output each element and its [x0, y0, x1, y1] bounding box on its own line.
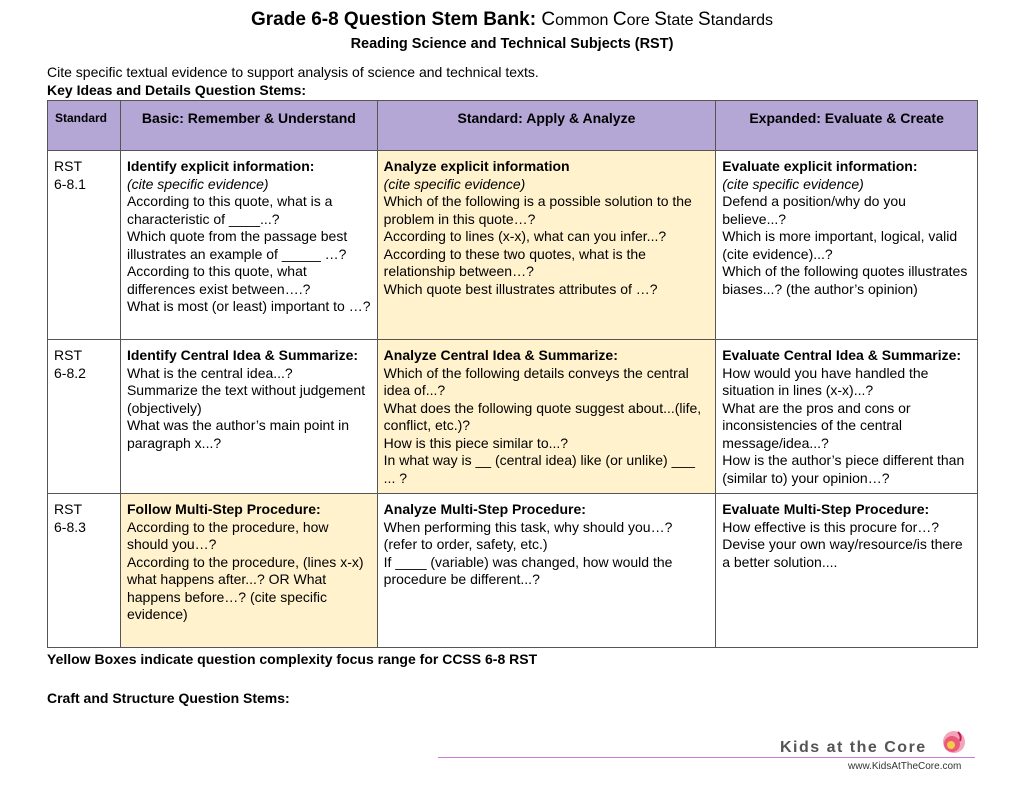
question-stem-cell — [377, 494, 716, 648]
title-rest-text: ommon — [555, 12, 613, 29]
logo-text: Kids at the Core — [780, 739, 927, 756]
cell-heading: Follow Multi-Step Procedure: — [126, 501, 321, 517]
cell-heading: Evaluate Multi-Step Procedure: — [722, 501, 930, 517]
cell-heading: Analyze Multi-Step Procedure: — [383, 501, 586, 517]
question-stem: How would you have handled the situation in lines (x-x)...? — [722, 364, 929, 398]
standard-code-cell — [48, 494, 121, 648]
question-stem-cell — [377, 340, 716, 494]
standard-code: 6-8.1 — [54, 175, 86, 192]
title-standards — [541, 9, 773, 30]
question-stem: Devise your own way/resource/is there a better solution.... — [722, 536, 963, 570]
title-bold: Grade 6-8 Question Stem Bank: — [251, 9, 537, 30]
standard-code-cell — [48, 151, 121, 340]
standard-code-cell — [48, 340, 121, 494]
question-stem: According to these two quotes, what is the relationship between…? — [383, 245, 646, 279]
question-stem: What does the following quote suggest about...(life, conflict, etc.)? — [383, 399, 702, 433]
question-stem: How is the author’s piece different than (similar to) your opinion…? — [722, 452, 965, 486]
header-standard-apply: Standard: Apply & Analyze — [377, 101, 716, 151]
table-row — [48, 494, 978, 648]
cite-evidence-note: (cite specific evidence) — [383, 175, 526, 192]
cell-heading: Evaluate explicit information: — [722, 158, 918, 174]
footer-divider — [438, 757, 975, 758]
question-stem: How effective is this procure for…? — [722, 518, 940, 535]
cite-evidence-note: (cite specific evidence) — [722, 175, 864, 192]
intro-text: Cite specific textual evidence to support analysis of science and technical texts. — [47, 64, 539, 80]
table-row — [48, 151, 978, 340]
question-stem: According to the procedure, (lines x-x) what happens after...? OR What happens before…? (cite specific evidence) — [126, 553, 364, 622]
title-initial: S — [698, 9, 711, 30]
cell-heading: Analyze explicit information — [383, 158, 570, 174]
table-row — [48, 340, 978, 494]
title-rest-text: tandards — [710, 12, 773, 29]
header-standard: Standard — [48, 101, 121, 151]
cell-heading: Analyze Central Idea & Summarize: — [383, 347, 618, 363]
question-stem: If ____ (variable) was changed, how would the procedure be different...? — [383, 553, 673, 587]
question-stem: How is this piece similar to...? — [383, 434, 569, 451]
question-stem: Which of the following is a possible solution to the problem in this quote…? — [383, 193, 692, 227]
page-title — [0, 9, 1024, 31]
question-stem: Summarize the text without judgement (objectively) — [126, 382, 366, 416]
question-stem-table — [47, 100, 978, 648]
question-stem-cell — [716, 151, 978, 340]
question-stem: When performing this task, why should you…? (refer to order, safety, etc.) — [383, 518, 673, 552]
question-stem: According to this quote, what differences exist between….? — [126, 263, 311, 297]
question-stem: Which quote best illustrates attributes of …? — [383, 280, 658, 297]
cell-heading: Identify explicit information: — [126, 158, 315, 174]
flower-logo-icon — [938, 728, 968, 758]
standard-code: 6-8.3 — [54, 518, 86, 535]
title-initial: C — [612, 9, 627, 30]
question-stem-cell — [716, 340, 978, 494]
title-initial: S — [654, 9, 667, 30]
title-initial: C — [541, 9, 556, 30]
question-stem: According to lines (x-x), what can you infer...? — [383, 228, 667, 244]
title-rest-text: ore — [626, 12, 655, 29]
question-stem: What is the central idea...? — [126, 364, 293, 381]
section-heading-craft-structure: Craft and Structure Question Stems: — [47, 690, 290, 706]
question-stem: According to the procedure, how should you…? — [126, 518, 329, 552]
footer-url: www.KidsAtTheCore.com — [848, 761, 962, 772]
standard-code: RST — [54, 347, 82, 363]
question-stem: What is most (or least) important to …? — [126, 298, 371, 314]
title-rest-text: tate — [666, 12, 699, 29]
question-stem-cell — [716, 494, 978, 648]
question-stem: According to this quote, what is a characteristic of ____...? — [126, 193, 333, 227]
question-stem: Defend a position/why do you believe...? — [722, 193, 906, 227]
section-heading-key-ideas: Key Ideas and Details Question Stems: — [47, 82, 307, 98]
standard-code: 6-8.2 — [54, 364, 86, 381]
standard-code: RST — [54, 158, 82, 174]
question-stem: What are the pros and cons or inconsistencies of the central message/idea...? — [722, 399, 911, 451]
question-stem: What was the author’s main point in paragraph x...? — [126, 417, 350, 451]
question-stem-cell — [120, 340, 377, 494]
table-header-row — [48, 101, 978, 151]
question-stem: Which is more important, logical, valid (cite evidence)...? — [722, 228, 958, 262]
cell-heading: Evaluate Central Idea & Summarize: — [722, 347, 962, 363]
yellow-box-note: Yellow Boxes indicate question complexity focus range for CCSS 6-8 RST — [47, 651, 538, 667]
question-stem: Which of the following quotes illustrates biases...? (the author’s opinion) — [722, 263, 968, 297]
question-stem: In what way is __ (central idea) like (or unlike) ___ ... ? — [383, 452, 695, 486]
header-expanded: Expanded: Evaluate & Create — [716, 101, 978, 151]
question-stem-cell — [120, 494, 377, 648]
question-stem-cell — [377, 151, 716, 340]
page-subtitle: Reading Science and Technical Subjects (RST) — [350, 36, 674, 52]
question-stem-cell — [120, 151, 377, 340]
question-stem: Which of the following details conveys the central idea of...? — [383, 364, 689, 398]
question-stem: Which quote from the passage best illustrates an example of _____ …? — [126, 228, 348, 262]
header-basic: Basic: Remember & Understand — [120, 101, 377, 151]
cell-heading: Identify Central Idea & Summarize: — [126, 347, 359, 363]
cite-evidence-note: (cite specific evidence) — [126, 175, 269, 192]
standard-code: RST — [54, 501, 82, 517]
